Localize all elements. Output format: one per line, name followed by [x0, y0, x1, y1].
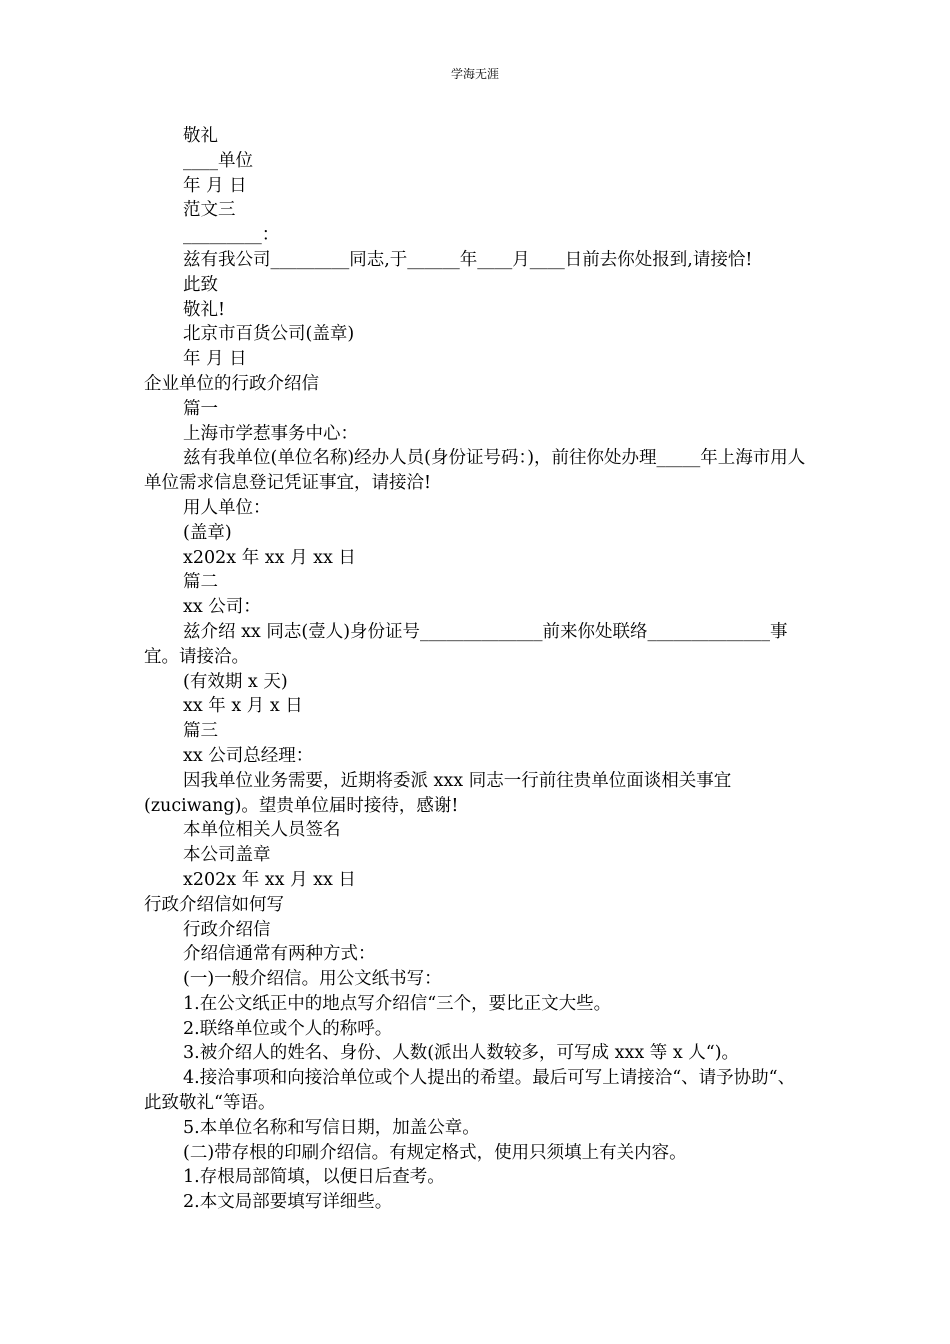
text-line: 本公司盖章	[183, 845, 271, 866]
text-line: _________：	[183, 225, 280, 246]
text-line: xx 公司总经理：	[183, 745, 314, 766]
text-line: (一)一般介绍信。用公文纸书写：	[183, 969, 442, 990]
text-line: 行政介绍信	[183, 919, 271, 940]
text-line: (有效期 x 天)	[183, 671, 288, 692]
text-line: 篇一	[183, 398, 218, 419]
section-heading: 企业单位的行政介绍信	[144, 373, 319, 394]
text-line: (二)带存根的印刷介绍信。有规定格式，使用只须填上有关内容。	[183, 1142, 687, 1163]
text-line: 篇三	[183, 721, 218, 742]
document-body	[144, 124, 808, 1215]
text-line: (盖章)	[183, 522, 232, 543]
text-line: 范文三	[183, 200, 236, 221]
text-line: 1.在公文纸正中的地点写介绍信“三个，要比正文大些。	[183, 993, 612, 1014]
text-line: x202x 年 xx 月 xx 日	[183, 547, 356, 568]
text-line: 兹有我公司_________同志,于______年____月____日前去你处报到,请接恰!	[183, 249, 753, 270]
text-line: 敬礼	[183, 126, 218, 146]
text-line: 用人单位：	[183, 497, 271, 518]
text-line: 3.被介绍人的姓名、身份、人数(派出人数较多，可写成 xxx 等 x 人“)。	[183, 1043, 740, 1064]
text-line: 篇二	[183, 572, 218, 593]
text-line: xx 公司：	[183, 597, 261, 618]
text-line: 介绍信通常有两种方式：	[183, 944, 376, 965]
text-line: 此致	[183, 274, 218, 295]
text-line: 年 月 日	[183, 175, 247, 196]
text-paragraph: 兹介绍 xx 同志(壹人)身份证号______________前来你处联络______________事宜。请接洽。	[144, 621, 788, 667]
text-line: xx 年 x 月 x 日	[183, 696, 303, 717]
text-line: x202x 年 xx 月 xx 日	[183, 869, 356, 890]
text-line: ____单位	[183, 150, 253, 171]
text-line: 2.本文局部要填写详细些。	[183, 1192, 393, 1213]
text-line: 敬礼!	[183, 299, 226, 320]
text-paragraph: 4.接洽事项和向接洽单位或个人提出的希望。最后可写上请接洽“、请予协助“、此致敬礼“等语。	[144, 1068, 796, 1114]
text-line: 北京市百货公司(盖章)	[183, 324, 355, 345]
text-line: 1.存根局部简填，以便日后查考。	[183, 1167, 445, 1188]
page-header: 学海无涯	[450, 67, 499, 81]
section-heading: 行政介绍信如何写	[144, 894, 284, 915]
text-line: 5.本单位名称和写信日期，加盖公章。	[183, 1117, 480, 1138]
text-line: 上海市学惹事务中心：	[183, 423, 358, 444]
text-paragraph: 兹有我单位(单位名称)经办人员(身份证号码：)，前往你处办理_____年上海市用人单位需求信息登记凭证事宜，请接洽!	[144, 448, 806, 494]
text-line: 2.联络单位或个人的称呼。	[183, 1018, 393, 1039]
text-line: 本单位相关人员签名	[183, 820, 341, 841]
text-paragraph: 因我单位业务需要，近期将委派 xxx 同志一行前往贵单位面谈相关事宜(zuciwang)。望贵单位届时接待，感谢!	[144, 770, 732, 816]
text-line: 年 月 日	[183, 349, 247, 370]
